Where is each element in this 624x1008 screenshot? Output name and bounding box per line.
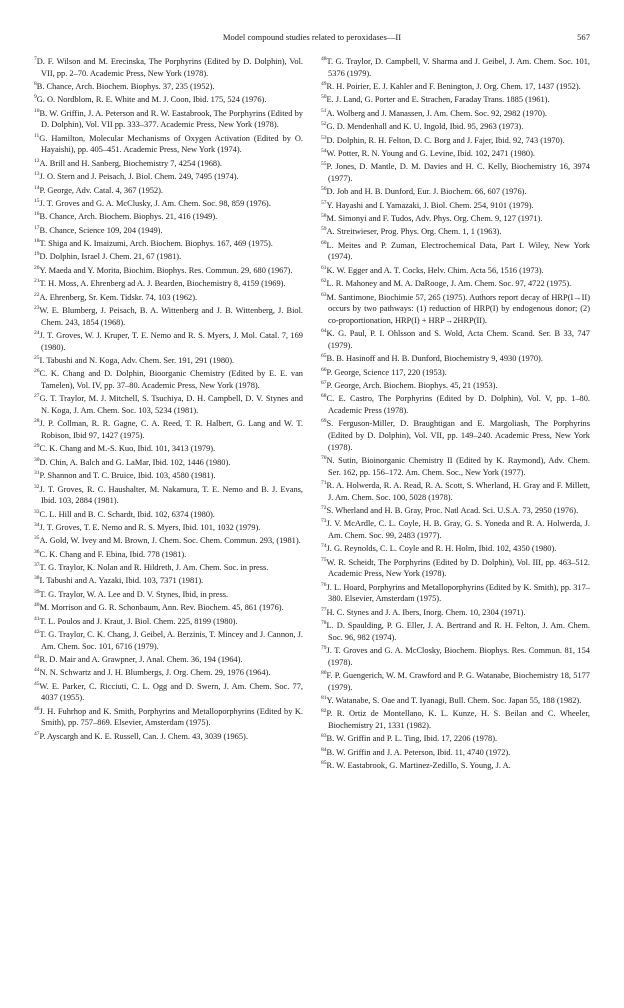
reference-entry	[34, 616, 303, 628]
reference-entry	[34, 56, 303, 79]
reference-entry	[34, 681, 303, 704]
reference-number: 84	[321, 746, 327, 753]
reference-number: 22	[34, 291, 40, 298]
reference-text: J. T. Groves, W. J. Kruper, T. E. Nemo and R. S. Myers, J. Mol. Catal. 7, 169 (1980).	[39, 331, 303, 352]
reference-entry	[34, 265, 303, 277]
reference-number: 15	[34, 198, 40, 205]
reference-number: 23	[34, 305, 40, 312]
reference-entry	[34, 522, 303, 534]
reference-text: J. O. Stern and J. Peisach, J. Biol. Chem. 249, 7495 (1974).	[39, 172, 239, 182]
reference-text: G. T. Traylor, M. J. Mitchell, S. Tsuchiya, D. H. Campbell, D. V. Stynes and N. Koga, J. Am. Chem. Soc. 103, 5234 (1981).	[39, 394, 303, 415]
reference-entry	[321, 265, 590, 277]
reference-number: 7	[34, 56, 37, 63]
reference-entry	[321, 645, 590, 668]
reference-text: W. R. Scheidt, The Porphyrins (Edited by D. Dolphin), Vol. III, pp. 463–512. Academic Press, New York (1978).	[326, 557, 590, 579]
reference-number: 13	[34, 171, 40, 178]
reference-number: 8	[34, 81, 37, 88]
reference-entry	[34, 393, 303, 416]
running-header	[0, 30, 624, 44]
reference-number: 82	[321, 708, 327, 715]
reference-entry	[321, 505, 590, 517]
reference-number: 26	[34, 368, 40, 375]
reference-text: L. R. Mahoney and M. A. DaRooge, J. Am. Chem. Soc. 97, 4722 (1975).	[326, 279, 572, 289]
reference-text: J. L. Hoard, Porphyrins and Metalloporphyrins (Edited by K. Smith), pp. 317–380. Elsevier, Amsterdam (1975).	[326, 582, 590, 604]
reference-number: 25	[34, 355, 40, 362]
reference-entry	[321, 607, 590, 619]
reference-entry	[34, 158, 303, 170]
reference-text: Y. Hayashi and I. Yamazaki, J. Biol. Chem. 254, 9101 (1979).	[326, 200, 534, 210]
reference-entry	[34, 355, 303, 367]
reference-entry	[321, 747, 590, 759]
reference-text: B. W. Griffin and P. L. Ting, Ibid. 17, 2206 (1978).	[326, 734, 498, 744]
reference-number: 32	[34, 483, 40, 490]
reference-number: 80	[321, 670, 327, 677]
reference-text: W. E. Blumberg, J. Peisach, B. A. Wittenberg and J. B. Wittenberg, J. Biol. Chem. 243, 1854 (1968).	[39, 306, 303, 327]
reference-number: 39	[34, 589, 40, 596]
reference-entry	[34, 706, 303, 729]
reference-entry	[34, 629, 303, 652]
reference-text: J. T. Groves and G. A. McClosky, Biochem. Biophys. Res. Commun. 81, 154 (1978).	[326, 646, 590, 667]
reference-number: 53	[321, 134, 327, 141]
reference-number: 85	[321, 760, 327, 767]
reference-entry	[321, 367, 590, 379]
reference-number: 33	[34, 508, 40, 515]
reference-number: 50	[321, 94, 327, 101]
reference-entry	[321, 213, 590, 225]
reference-text: L. Meites and P. Zuman, Electrochemical Data, Part I. Wiley, New York (1974).	[326, 240, 590, 262]
reference-entry	[321, 135, 590, 147]
reference-number: 29	[34, 443, 40, 450]
reference-text: S. Wherland and H. B. Gray, Proc. Natl Acad. Sci. U.S.A. 73, 2950 (1976).	[326, 505, 579, 515]
reference-text: L. D. Spaulding, P. G. Eller, J. A. Bertrand and R. H. Felton, J. Am. Chem. Soc. 96, 982 (1974).	[326, 621, 590, 642]
reference-entry	[321, 695, 590, 707]
reference-entry	[34, 418, 303, 441]
reference-text: K. G. Paul, P. I. Ohlsson and S. Wold, Acta Chem. Scand. Ser. B 33, 747 (1979).	[326, 329, 590, 350]
reference-entry	[34, 198, 303, 210]
reference-number: 54	[321, 148, 327, 155]
reference-number: 68	[321, 393, 327, 400]
reference-number: 27	[34, 393, 40, 400]
reference-entry	[34, 509, 303, 521]
reference-text: R. H. Poirier, E. J. Kahler and F. Benington, J. Org. Chem. 17, 1437 (1952).	[326, 81, 581, 91]
reference-entry	[321, 240, 590, 263]
reference-entry	[34, 562, 303, 574]
reference-entry	[34, 94, 303, 106]
reference-entry	[34, 443, 303, 455]
reference-text: A. Ehrenberg, Sr. Kem. Tidskr. 74, 103 (1962).	[39, 292, 198, 302]
reference-text: P. George, Arch. Biochem. Biophys. 45, 21 (1953).	[326, 380, 498, 390]
reference-number: 12	[34, 157, 40, 164]
reference-entry	[34, 484, 303, 507]
running-title: Model compound studies related to peroxidases—II	[222, 32, 402, 42]
reference-number: 57	[321, 199, 327, 206]
reference-entry	[321, 480, 590, 503]
reference-entry	[321, 353, 590, 365]
references-column-left	[34, 56, 303, 744]
reference-number: 36	[34, 548, 40, 555]
reference-text: J. P. Collman, R. R. Gagne, C. A. Reed, T. R. Halbert, G. Lang and W. T. Robison, Ibid 97, 1427 (1975).	[39, 419, 303, 440]
reference-text: D. Dolphin, Israel J. Chem. 21, 67 (1981).	[39, 252, 182, 262]
reference-number: 64	[321, 328, 327, 335]
reference-text: T. G. Traylor, C. K. Chang, J. Geibel, A. Berzinis, T. Mincey and J. Cannon, J. Am. Chem. Soc. 101, 6716 (1979).	[39, 630, 303, 651]
reference-text: C. K. Chang and M.-S. Kuo, Ibid. 101, 3413 (1979).	[39, 444, 216, 454]
reference-text: G. D. Mendenhall and K. U. Ingold, Ibid. 95, 2963 (1973).	[326, 122, 524, 132]
reference-number: 37	[34, 562, 40, 569]
reference-entry	[321, 121, 590, 133]
reference-text: N. N. Schwartz and J. H. Blumbergs, J. Org. Chem. 29, 1976 (1964).	[39, 668, 271, 678]
reference-entry	[34, 292, 303, 304]
reference-entry	[321, 148, 590, 160]
reference-text: M. Morrison and G. R. Schonbaum, Ann. Rev. Biochem. 45, 861 (1976).	[39, 603, 284, 613]
reference-number: 19	[34, 251, 40, 258]
reference-number: 35	[34, 535, 40, 542]
reference-number: 20	[34, 265, 40, 272]
reference-text: P. Shannon and T. C. Bruice, Ibid. 103, 4580 (1981).	[39, 471, 216, 481]
reference-text: J. G. Reynolds, C. L. Coyle and R. H. Holm, Ibid. 102, 4350 (1980).	[326, 544, 557, 554]
reference-number: 40	[34, 602, 40, 609]
reference-text: M. Santimone, Biochimie 57, 265 (1975). Authors report decay of HRP(I→II) occurs by two pathways: (1) reduction of HRP(I) by endogenous donor; (2) co-proportionation, HRP(I) + HRP→2HRP(II).	[326, 292, 590, 325]
reference-number: 83	[321, 733, 327, 740]
reference-text: A. Wolberg and J. Manassen, J. Am. Chem. Soc. 92, 2982 (1970).	[326, 108, 547, 118]
reference-number: 34	[34, 522, 40, 529]
reference-number: 48	[321, 56, 327, 63]
reference-number: 21	[34, 278, 40, 285]
reference-number: 75	[321, 556, 327, 563]
reference-text: G. Hamilton, Molecular Mechanisms of Oxygen Activation (Edited by O. Hayaishi), pp. 405–451. Academic Press, New York (1974).	[39, 133, 303, 155]
reference-entry	[34, 654, 303, 666]
reference-number: 14	[34, 184, 40, 191]
reference-number: 74	[321, 543, 327, 550]
reference-entry	[321, 81, 590, 93]
reference-number: 73	[321, 518, 327, 525]
reference-number: 63	[321, 291, 327, 298]
reference-entry	[34, 305, 303, 328]
reference-number: 60	[321, 240, 327, 247]
reference-number: 70	[321, 455, 327, 462]
reference-number: 24	[34, 330, 40, 337]
reference-number: 47	[34, 730, 40, 737]
reference-number: 52	[321, 121, 327, 128]
reference-text: T. H. Moss, A. Ehrenberg ad A. J. Bearden, Biochemistry 8, 4159 (1969).	[39, 279, 286, 289]
reference-number: 71	[321, 480, 327, 487]
references-column-right	[321, 56, 590, 774]
reference-number: 65	[321, 353, 327, 360]
reference-entry	[321, 455, 590, 478]
reference-entry	[34, 470, 303, 482]
reference-entry	[34, 589, 303, 601]
reference-number: 51	[321, 107, 327, 114]
reference-entry	[321, 620, 590, 643]
reference-entry	[34, 171, 303, 183]
reference-number: 28	[34, 418, 40, 425]
reference-text: W. Potter, R. N. Young and G. Levine, Ibid. 102, 2471 (1980).	[326, 148, 535, 158]
reference-entry	[34, 225, 303, 237]
reference-entry	[34, 238, 303, 250]
reference-text: A. Streitwieser, Prog. Phys. Org. Chem. 1, 1 (1963).	[326, 227, 502, 237]
reference-entry	[34, 575, 303, 587]
reference-text: B. Chance, Arch. Biochem. Biophys. 21, 416 (1949).	[39, 212, 218, 222]
reference-entry	[34, 133, 303, 156]
reference-text: B. B. Hasinoff and H. B. Dunford, Biochemistry 9, 4930 (1970).	[326, 354, 543, 364]
reference-entry	[321, 108, 590, 120]
reference-entry	[34, 549, 303, 561]
reference-text: D. Chin, A. Balch and G. LaMar, Ibid. 102, 1446 (1980).	[39, 457, 231, 467]
reference-text: P. George, Adv. Catal. 4, 367 (1952).	[39, 185, 164, 195]
reference-number: 38	[34, 575, 40, 582]
reference-entry	[321, 582, 590, 605]
reference-entry	[321, 292, 590, 327]
reference-number: 72	[321, 505, 327, 512]
reference-text: J. H. Fuhrhop and K. Smith, Porphyrins and Metalloporphyrins (Edited by K. Smith), pp. 757–869. Elsevier, Amsterdam (1975).	[39, 706, 303, 728]
reference-text: J. T. Groves, T. E. Nemo and R. S. Myers, Ibid. 101, 1032 (1979).	[39, 522, 261, 532]
reference-entry	[34, 251, 303, 263]
reference-text: P. Jones, D. Mantle, D. M. Davies and H. C. Kelly, Biochemistry 16, 3974 (1977).	[326, 162, 590, 183]
reference-text: Y. Maeda and Y. Morita, Biochim. Biophys. Res. Commun. 29, 680 (1967).	[39, 265, 293, 275]
reference-number: 16	[34, 211, 40, 218]
reference-number: 42	[34, 629, 40, 636]
reference-text: R. W. Eastabrook, G. Martinez-Zedillo, S. Young, J. A.	[326, 761, 511, 771]
reference-entry	[321, 278, 590, 290]
reference-number: 56	[321, 186, 327, 193]
reference-entry	[34, 457, 303, 469]
reference-number: 44	[34, 667, 40, 674]
reference-text: C. K. Chang and D. Dolphin, Bioorganic Chemistry (Edited by E. E. van Tamelen), Vol. IV, pp. 37–80. Academic Press, New York (1978).	[39, 369, 303, 390]
reference-number: 17	[34, 224, 40, 231]
reference-number: 81	[321, 695, 327, 702]
reference-number: 78	[321, 620, 327, 627]
reference-number: 67	[321, 380, 327, 387]
reference-text: J. T. Groves, R. C. Haushalter, M. Nakamura, T. E. Nemo and B. J. Evans, Ibid. 103, 2884 (1981).	[39, 484, 303, 506]
reference-number: 77	[321, 606, 327, 613]
page-number: 567	[577, 32, 590, 42]
reference-text: A. Gold, W. Ivey and M. Brown, J. Chem. Soc. Chem. Commun. 293, (1981).	[39, 536, 301, 546]
reference-text: J. T. Groves and G. A. McClusky, J. Am. Chem. Soc. 98, 859 (1976).	[39, 198, 271, 208]
reference-entry	[321, 380, 590, 392]
reference-text: R. D. Mair and A. Grawpner, J. Anal. Chem. 36, 194 (1964).	[39, 655, 243, 664]
reference-number: 62	[321, 278, 327, 285]
reference-text: P. Ayscargh and K. E. Russell, Can. J. Chem. 43, 3039 (1965).	[39, 731, 248, 741]
reference-text: H. C. Stynes and J. A. Ibers, Inorg. Chem. 10, 2304 (1971).	[326, 607, 526, 617]
reference-text: T. L. Poulos and J. Kraut, J. Biol. Chem. 225, 8199 (1980).	[39, 616, 238, 626]
reference-entry	[321, 94, 590, 106]
reference-entry	[34, 667, 303, 679]
reference-entry	[321, 708, 590, 731]
reference-entry	[321, 418, 590, 453]
reference-number: 11	[34, 132, 40, 139]
reference-text: I. Tabushi and N. Koga, Adv. Chem. Ser. 191, 291 (1980).	[39, 356, 235, 365]
reference-entry	[34, 602, 303, 614]
reference-entry	[321, 393, 590, 416]
reference-text: T. G. Traylor, D. Campbell, V. Sharma and J. Geibel, J. Am. Chem. Soc. 101, 5376 (1979).	[326, 57, 590, 78]
reference-text: N. Sutin, Bioinorganic Chemistry II (Edited by K. Raymond), Adv. Chem. Ser. 162, pp. 156–172. Am. Chem. Soc., New York (1977).	[326, 455, 590, 477]
reference-entry	[321, 161, 590, 184]
reference-entry	[321, 200, 590, 212]
reference-entry	[34, 731, 303, 743]
reference-entry	[321, 543, 590, 555]
reference-entry	[34, 368, 303, 391]
reference-text: I. Tabushi and A. Yazaki, Ibid. 103, 7371 (1981).	[39, 576, 204, 586]
reference-number: 30	[34, 456, 40, 463]
reference-text: P. George, Science 117, 220 (1953).	[326, 367, 447, 377]
reference-text: J. V. McArdle, C. L. Coyle, H. B. Gray, G. S. Yoneda and R. A. Holwerda, J. Am. Chem. Soc. 99, 2483 (1977).	[326, 519, 590, 540]
reference-text: W. E. Parker, C. Ricciuti, C. L. Ogg and D. Swern, J. Am. Chem. Soc. 77, 4037 (1955).	[39, 681, 303, 703]
reference-number: 45	[34, 680, 40, 687]
reference-entry	[34, 211, 303, 223]
reference-number: 59	[321, 226, 327, 233]
reference-number: 58	[321, 213, 327, 220]
reference-text: B. Chance, Science 109, 204 (1949).	[39, 225, 163, 235]
reference-text: T. G. Traylor, K. Nolan and R. Hildreth, J. Am. Chem. Soc. in press.	[39, 563, 269, 573]
reference-number: 41	[34, 615, 40, 622]
reference-entry	[321, 226, 590, 238]
reference-text: D. Dolphin, R. H. Felton, D. C. Borg and J. Fajer, Ibid. 92, 743 (1970).	[326, 135, 565, 145]
reference-number: 31	[34, 470, 40, 477]
reference-text: C. K. Chang and F. Ebina, Ibid. 778 (1981).	[39, 549, 187, 559]
reference-entry	[34, 81, 303, 93]
reference-number: 49	[321, 81, 327, 88]
reference-number: 55	[321, 161, 327, 168]
reference-number: 66	[321, 366, 327, 373]
reference-text: F. P. Guengerich, W. M. Crawford and P. G. Watanabe, Biochemistry 18, 5177 (1979).	[326, 671, 590, 692]
reference-entry	[321, 186, 590, 198]
reference-entry	[34, 185, 303, 197]
reference-text: E. J. Land, G. Porter and E. Strachen, Faraday Trans. 1885 (1961).	[326, 95, 550, 105]
reference-number: 43	[34, 654, 40, 661]
reference-number: 9	[34, 94, 37, 101]
reference-number: 69	[321, 418, 327, 425]
reference-number: 10	[34, 107, 40, 114]
reference-number: 18	[34, 238, 40, 245]
reference-entry	[34, 108, 303, 131]
reference-number: 76	[321, 581, 327, 588]
reference-text: A. Brill and H. Sanberg, Biochemistry 7, 4254 (1968).	[39, 158, 222, 168]
reference-text: K. W. Egger and A. T. Cocks, Helv. Chim. Acta 56, 1516 (1973).	[326, 265, 544, 275]
reference-text: S. Ferguson-Miller, D. Braughtigan and E. Margoliash, The Porphyrins (Edited by D. Dolphin), Vol. VII, pp. 149–240. Academic Press, New York (1978).	[326, 419, 590, 452]
reference-entry	[321, 518, 590, 541]
reference-text: B. W. Griffin, J. A. Peterson and R. W. Eastabrook, The Porphyrins (Edited by D. Dolphin), Vol. VII pp. 333–377. Academic Press, New York (1978).	[39, 108, 303, 130]
reference-entry	[34, 535, 303, 547]
reference-entry	[321, 760, 590, 772]
reference-entry	[321, 328, 590, 351]
reference-text: T. G. Traylor, W. A. Lee and D. V. Stynes, Ibid, in press.	[39, 589, 229, 599]
reference-entry	[34, 278, 303, 290]
reference-entry	[321, 670, 590, 693]
reference-text: D. Job and H. B. Dunford, Eur. J. Biochem. 66, 607 (1976).	[326, 187, 527, 197]
reference-text: Y. Watanabe, S. Oae and T. Iyanagi, Bull. Chem. Soc. Japan 55, 188 (1982).	[326, 695, 582, 705]
reference-text: C. E. Castro, The Porphyrins (Edited by D. Dolphin), Vol. V, pp. 1–80. Academic Press (1978).	[326, 394, 590, 415]
reference-number: 79	[321, 645, 327, 652]
reference-entry	[321, 733, 590, 745]
reference-text: G. O. Nordblom, R. E. White and M. J. Coon, Ibid. 175, 524 (1976).	[36, 95, 267, 105]
reference-text: B. W. Griffin and J. A. Peterson, Ibid. 11, 4740 (1972).	[326, 747, 511, 757]
reference-text: B. Chance, Arch. Biochem. Biophys. 37, 235 (1952).	[36, 81, 215, 91]
reference-text: D. F. Wilson and M. Erecinska, The Porphyrins (Edited by D. Dolphin), Vol. VII, pp. 2–70. Academic Press, New York (1978).	[36, 57, 303, 78]
reference-number: 61	[321, 265, 327, 272]
reference-entry	[321, 557, 590, 580]
reference-text: P. R. Ortiz de Montellano, K. L. Kunze, H. S. Beilan and C. Wheeler, Biochemistry 21, 1331 (1982).	[326, 709, 590, 730]
reference-entry	[34, 330, 303, 353]
reference-text: C. L. Hill and B. C. Schardt, Ibid. 102, 6374 (1980).	[39, 509, 215, 519]
reference-text: R. A. Holwerda, R. A. Read, R. A. Scott, S. Wherland, H. Gray and F. Millett, J. Am. Chem. Soc. 100, 5028 (1978).	[326, 480, 590, 502]
reference-entry	[321, 56, 590, 79]
reference-text: M. Simonyi and F. Tudos, Adv. Phys. Org. Chem. 9, 127 (1971).	[326, 214, 543, 224]
reference-text: T. Shiga and K. Imaizumi, Arch. Biochem. Biophys. 167, 469 (1975).	[39, 239, 273, 249]
reference-number: 46	[34, 705, 40, 712]
